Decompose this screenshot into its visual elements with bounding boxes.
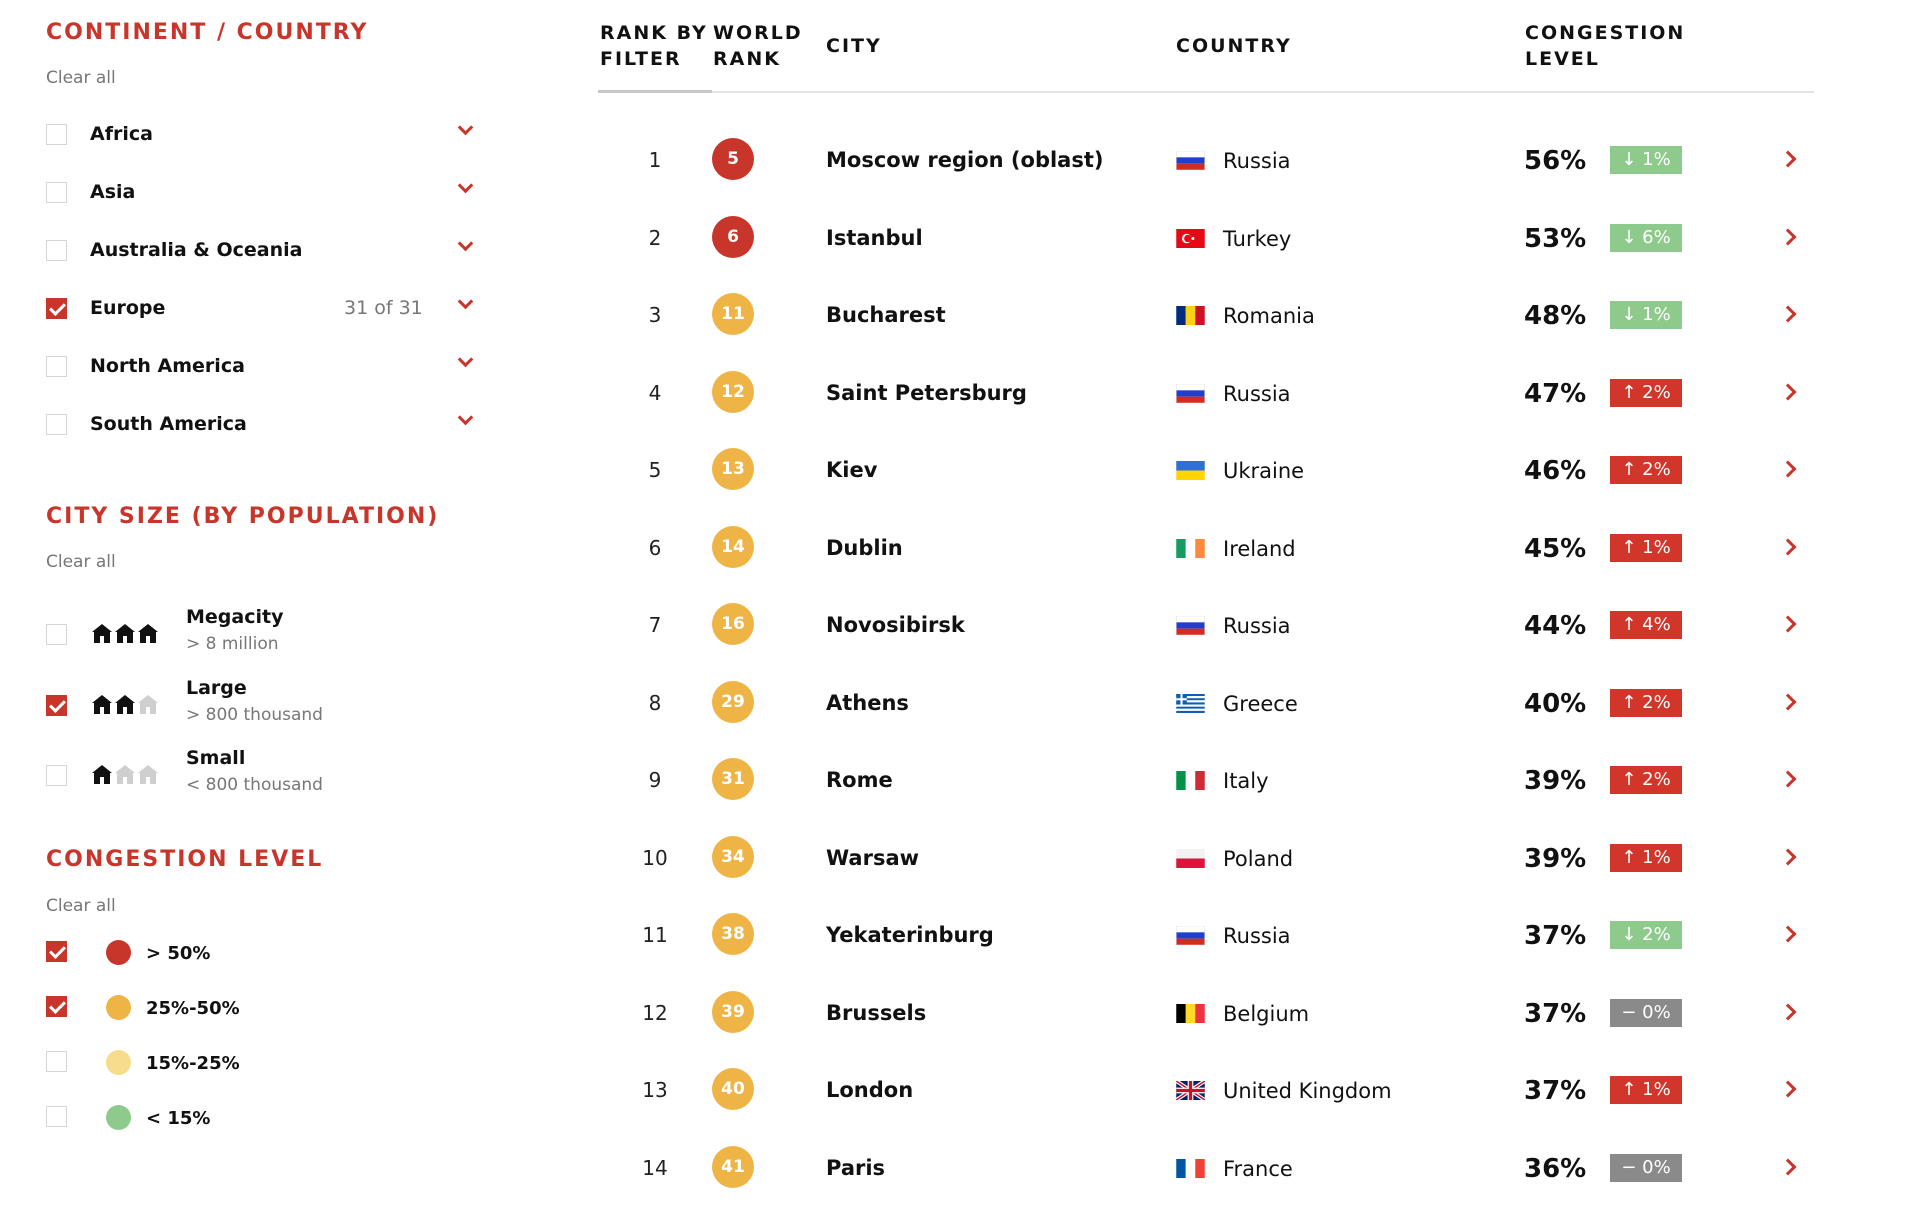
city-size-item-large[interactable] [46,677,476,733]
city-size-checkbox[interactable] [46,695,67,716]
change-badge: ↑ 1% [1610,844,1682,872]
country-name: Ukraine [1223,459,1305,483]
continent-filter-title: CONTINENT / COUNTRY [46,20,369,45]
turkey-flag-icon [1176,229,1205,248]
city-name: Novosibirsk [826,613,965,637]
table-row[interactable] [598,758,1814,820]
congestion-value: 53% [1524,223,1587,254]
italy-flag-icon [1176,771,1205,790]
chevron-down-icon[interactable] [458,410,474,426]
world-rank-badge: 29 [712,681,754,723]
world-rank-badge: 38 [712,913,754,955]
house-icon [92,624,112,644]
congestion-dot-icon [106,1050,131,1075]
change-badge: ↓ 1% [1610,301,1682,329]
chevron-right-icon[interactable] [1780,228,1797,245]
continent-checkbox[interactable] [46,414,67,435]
city-name: Brussels [826,1000,927,1025]
table-row[interactable] [598,371,1814,433]
congestion-filter-title: CONGESTION LEVEL [46,847,324,872]
country-name: Russia [1223,381,1291,406]
country-name: Italy [1223,769,1269,793]
congestion-value: 47% [1524,378,1587,409]
house-icon [115,624,135,644]
city-name: Saint Petersburg [826,380,1027,405]
filter-rank: 9 [648,768,662,792]
congestion-clear-all-link[interactable]: Clear all [46,896,116,916]
chevron-right-icon[interactable] [1780,461,1797,478]
header-divider [598,91,1814,93]
congestion-value: 46% [1524,456,1587,486]
continent-item-south-america[interactable] [46,410,476,440]
romania-flag-icon [1176,306,1205,325]
chevron-down-icon[interactable] [458,294,474,310]
country-name: Russia [1223,614,1291,638]
change-badge: ↑ 2% [1610,379,1682,407]
city-size-range: < 800 thousand [186,775,323,795]
world-rank-badge: 39 [712,991,754,1033]
city-size-item-megacity[interactable] [46,606,476,662]
world-rank-badge: 12 [712,371,754,413]
world-rank-badge: 13 [712,448,754,490]
house-icon [115,765,135,785]
congestion-value: 37% [1524,1076,1587,1106]
continent-label: North America [90,355,245,377]
congestion-dot-icon [106,995,131,1020]
belgium-flag-icon [1176,1004,1205,1023]
table-row[interactable] [598,448,1814,510]
house-icon [115,695,135,715]
change-badge: − 0% [1610,999,1682,1027]
filter-rank: 7 [648,613,662,637]
greece-flag-icon [1176,694,1205,713]
country-name: United Kingdom [1223,1079,1392,1103]
country-name: Belgium [1223,1001,1310,1026]
header-world-rank[interactable] [713,20,803,72]
city-size-item-small[interactable] [46,747,476,803]
continent-item-north-america[interactable] [46,352,476,382]
congestion-value: 40% [1524,688,1587,719]
filter-rank: 10 [642,845,668,870]
ireland-flag-icon [1176,539,1205,558]
continent-checkbox[interactable] [46,356,67,377]
congestion-label: 15%-25% [146,1053,240,1074]
country-name: Turkey [1223,226,1292,251]
world-rank-badge: 14 [712,526,754,568]
city-size-label: Small [186,747,246,769]
header-rank-by-filter[interactable] [600,20,708,72]
russia-flag-icon [1176,616,1205,635]
header-text: RANK [713,48,781,70]
chevron-right-icon[interactable] [1780,848,1797,865]
congestion-value: 39% [1524,843,1587,874]
change-badge: ↓ 2% [1610,921,1682,949]
chevron-right-icon[interactable] [1780,306,1797,323]
city-name: Warsaw [826,845,920,870]
congestion-checkbox[interactable] [46,941,67,962]
house-icon [138,765,158,785]
change-badge: ↓ 6% [1610,224,1682,252]
table-row[interactable] [598,293,1814,355]
chevron-right-icon[interactable] [1780,1158,1797,1175]
table-row[interactable] [598,138,1814,200]
house-icon [138,695,158,715]
change-badge: ↑ 1% [1610,534,1682,562]
continent-item-asia[interactable] [46,178,476,208]
change-badge: ↑ 2% [1610,689,1682,717]
congestion-item-high[interactable] [46,939,346,969]
header-text: RANK BY [600,22,708,44]
country-name: France [1223,1156,1293,1181]
chevron-down-icon[interactable] [458,178,474,194]
filter-rank: 11 [642,923,668,947]
header-country[interactable]: COUNTRY [1176,35,1292,57]
city-size-label: Large [186,677,247,699]
change-badge: − 0% [1610,1154,1682,1182]
congestion-value: 56% [1524,146,1587,176]
filter-rank: 5 [648,458,662,482]
congestion-item-mid[interactable] [46,994,346,1024]
city-size-filter-title: CITY SIZE (BY POPULATION) [46,504,440,529]
congestion-label: < 15% [146,1108,211,1129]
uk-flag-icon [1176,1081,1205,1100]
active-sort-indicator [598,90,712,93]
table-row[interactable] [598,216,1814,278]
filter-rank: 2 [648,225,662,250]
world-rank-badge: 34 [712,836,754,878]
houses-icon [92,695,158,717]
chevron-right-icon[interactable] [1780,151,1797,168]
city-size-label: Megacity [186,606,284,628]
houses-icon [92,765,158,787]
congestion-item-verylow[interactable] [46,1104,346,1134]
continent-label: South America [90,413,247,435]
change-badge: ↑ 1% [1610,1076,1682,1104]
poland-flag-icon [1176,849,1205,868]
congestion-value: 39% [1524,766,1587,796]
congestion-item-low[interactable] [46,1049,346,1079]
continent-checkbox[interactable] [46,240,67,261]
continent-checkbox[interactable] [46,182,67,203]
change-badge: ↑ 2% [1610,766,1682,794]
house-icon [138,624,158,644]
table-row[interactable] [598,913,1814,975]
congestion-value: 44% [1524,611,1587,641]
chevron-down-icon[interactable] [458,120,474,136]
france-flag-icon [1176,1159,1205,1178]
filter-rank: 12 [642,1000,668,1025]
chevron-right-icon[interactable] [1780,1003,1797,1020]
country-name: Ireland [1223,536,1296,561]
chevron-down-icon[interactable] [458,352,474,368]
world-rank-badge: 40 [712,1068,754,1110]
table-row[interactable] [598,836,1814,898]
congestion-value: 45% [1524,533,1587,564]
ukraine-flag-icon [1176,461,1205,480]
filter-rank: 13 [642,1078,668,1102]
chevron-down-icon[interactable] [458,236,474,252]
world-rank-badge: 6 [712,216,754,258]
change-badge: ↑ 2% [1610,456,1682,484]
city-size-range: > 800 thousand [186,705,323,725]
chevron-right-icon[interactable] [1780,926,1797,943]
congestion-dot-icon [106,1105,131,1130]
header-text: WORLD [713,22,803,44]
filter-rank: 8 [648,690,662,715]
house-icon [92,695,112,715]
header-text: LEVEL [1525,48,1600,70]
table-row[interactable] [598,1146,1814,1208]
city-name: London [826,1078,914,1102]
city-name: Rome [826,768,893,792]
city-size-clear-all-link[interactable]: Clear all [46,552,116,572]
russia-flag-icon [1176,384,1205,403]
table-row[interactable] [598,681,1814,743]
congestion-label: 25%-50% [146,998,240,1019]
chevron-right-icon[interactable] [1780,771,1797,788]
russia-flag-icon [1176,926,1205,945]
congestion-value: 48% [1524,301,1587,331]
congestion-value: 37% [1524,921,1587,951]
continent-label: Asia [90,181,136,203]
city-name: Kiev [826,458,878,482]
table-row[interactable] [598,603,1814,665]
city-name: Moscow region (oblast) [826,148,1104,172]
filter-rank: 6 [648,535,662,560]
filter-rank: 1 [648,148,662,172]
world-rank-badge: 11 [712,293,754,335]
congestion-value: 37% [1524,998,1587,1029]
congestion-dot-icon [106,940,131,965]
world-rank-badge: 5 [712,138,754,180]
chevron-right-icon[interactable] [1780,1081,1797,1098]
header-text: FILTER [600,48,682,70]
country-name: Russia [1223,924,1291,948]
filter-rank: 4 [648,380,662,405]
filter-rank: 14 [642,1155,668,1180]
continent-checkbox[interactable] [46,124,67,145]
city-name: Dublin [826,535,903,560]
filter-rank: 3 [648,303,662,327]
city-size-checkbox[interactable] [46,624,67,645]
congestion-checkbox[interactable] [46,1106,67,1127]
city-name: Bucharest [826,303,946,327]
chevron-right-icon[interactable] [1780,538,1797,555]
chevron-right-icon[interactable] [1780,383,1797,400]
change-badge: ↓ 1% [1610,146,1682,174]
congestion-checkbox[interactable] [46,996,67,1017]
houses-icon [92,624,158,646]
city-name: Paris [826,1155,886,1180]
country-name: Greece [1223,691,1298,716]
continent-clear-all-link[interactable]: Clear all [46,68,116,88]
city-size-range: > 8 million [186,634,279,654]
table-row[interactable] [598,991,1814,1053]
congestion-value: 36% [1524,1153,1587,1184]
country-name: Poland [1223,846,1294,871]
header-text: CONGESTION [1525,22,1686,44]
continent-item-europe[interactable] [46,294,476,324]
table-row[interactable] [598,1068,1814,1130]
continent-label: Africa [90,123,153,145]
world-rank-badge: 16 [712,603,754,645]
city-name: Athens [826,690,909,715]
city-name: Istanbul [826,225,923,250]
continent-item-australia-oceania[interactable] [46,236,476,266]
continent-count: 31 of 31 [344,297,423,319]
city-size-checkbox[interactable] [46,765,67,786]
header-congestion-level[interactable] [1525,20,1685,72]
change-badge: ↑ 4% [1610,611,1682,639]
city-name: Yekaterinburg [826,923,994,947]
russia-flag-icon [1176,151,1205,170]
world-rank-badge: 31 [712,758,754,800]
chevron-right-icon[interactable] [1780,693,1797,710]
congestion-checkbox[interactable] [46,1051,67,1072]
continent-label: Australia & Oceania [90,239,303,261]
congestion-label: > 50% [146,943,211,964]
continent-label: Europe [90,297,166,319]
chevron-right-icon[interactable] [1780,616,1797,633]
table-row[interactable] [598,526,1814,588]
country-name: Russia [1223,149,1291,173]
country-name: Romania [1223,304,1315,328]
header-city[interactable]: CITY [826,35,882,57]
ranking-table [598,0,1814,1213]
continent-checkbox[interactable] [46,298,67,319]
world-rank-badge: 41 [712,1146,754,1188]
house-icon [92,765,112,785]
continent-item-africa[interactable] [46,120,476,150]
